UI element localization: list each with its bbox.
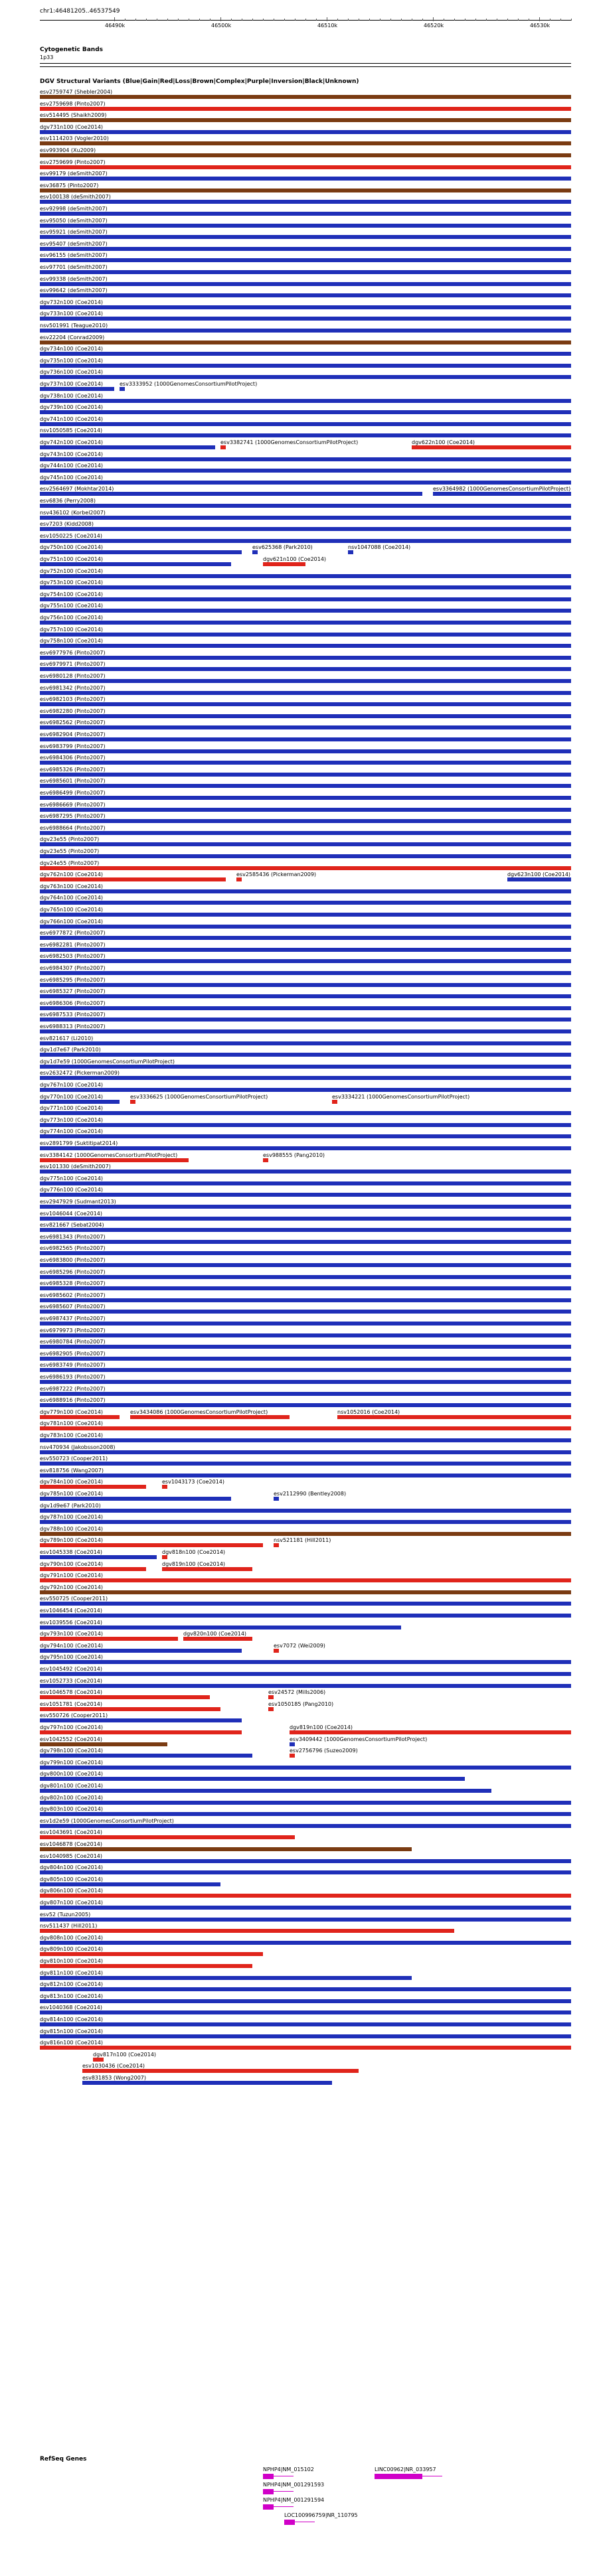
variant-label[interactable]: dgv807n100 (Coe2014) [40,1900,104,1906]
variant-label[interactable]: esv6980128 (Pinto2007) [40,673,106,679]
variant-label[interactable]: esv95921 (deSmith2007) [40,229,108,236]
variant-label[interactable]: esv1050225 (Coe2014) [40,532,102,539]
variant-label[interactable]: dgv622n100 (Coe2014) [412,439,475,445]
variant-label[interactable]: esv6986306 (Pinto2007) [40,1000,106,1006]
variant-label[interactable]: dgv743n100 (Coe2014) [40,451,104,457]
variant-label[interactable]: dgv734n100 (Coe2014) [40,346,104,352]
gene-exon[interactable] [284,2520,295,2525]
variant-label[interactable]: nsv501991 (Teague2010) [40,323,108,329]
variant-label[interactable]: dgv731n100 (Coe2014) [40,123,104,130]
variant-label[interactable]: dgv757n100 (Coe2014) [40,626,104,633]
variant-label[interactable]: dgv771n100 (Coe2014) [40,1105,104,1112]
variant-label[interactable]: nsv470934 (Jakobsson2008) [40,1444,116,1450]
variant-label[interactable]: dgv623n100 (Coe2014) [507,871,571,878]
variant-label[interactable]: dgv806n100 (Coe2014) [40,1888,104,1894]
variant-label[interactable]: esv3333952 (1000GenomesConsortiumPilotProject) [120,381,258,387]
variant-label[interactable]: dgv797n100 (Coe2014) [40,1724,104,1730]
variant-label[interactable]: esv6985607 (Pinto2007) [40,1304,106,1310]
variant-label[interactable]: dgv785n100 (Coe2014) [40,1491,104,1497]
variant-label[interactable]: esv95407 (deSmith2007) [40,240,108,247]
variant-label[interactable]: esv1040368 (Coe2014) [40,2005,102,2011]
gene-label[interactable]: NPHP4|NM_001291594 [263,2497,325,2503]
variant-label[interactable]: nsv521181 (Hill2011) [274,1537,331,1544]
variant-label[interactable]: esv1051781 (Coe2014) [40,1701,102,1707]
variant-label[interactable]: esv6982562 (Pinto2007) [40,720,106,726]
variant-label[interactable]: dgv745n100 (Coe2014) [40,474,104,481]
variant-label[interactable]: dgv811n100 (Coe2014) [40,1969,104,1976]
variant-label[interactable]: esv6982565 (Pinto2007) [40,1245,106,1252]
variant-label[interactable]: esv6988916 (Pinto2007) [40,1397,106,1404]
position-title: chr1:46481205..46537549 [40,8,120,15]
variant-label[interactable]: nsv1050585 (Coe2014) [40,427,103,434]
variant-label[interactable]: dgv819n100 (Coe2014) [162,1560,226,1567]
variant-label[interactable]: esv6985296 (Pinto2007) [40,1268,106,1275]
variant-label[interactable]: dgv774n100 (Coe2014) [40,1128,104,1135]
variant-label[interactable]: esv1d2e59 (1000GenomesConsortiumPilotProject) [40,1817,174,1824]
variant-label[interactable]: esv97701 (deSmith2007) [40,264,108,270]
variant-label[interactable]: esv99338 (deSmith2007) [40,275,108,282]
dgv-title: DGV Structural Variants (Blue|Gain|Red|Loss|Brown|Complex|Purple|Inversion|Black|Unknown) [40,78,359,85]
variant-label[interactable]: esv1114203 (Vogler2010) [40,135,109,142]
variant-label[interactable]: dgv816n100 (Coe2014) [40,2040,104,2046]
variant-label[interactable]: esv6987533 (Pinto2007) [40,1012,106,1018]
variant-label[interactable]: esv514495 (Shaikh2009) [40,112,107,119]
variant-label[interactable]: esv3364982 (1000GenomesConsortiumPilotProject) [433,486,571,492]
variant-label[interactable]: esv988555 (Pang2010) [263,1152,325,1158]
variant-label[interactable]: dgv773n100 (Coe2014) [40,1116,104,1123]
variant-label[interactable]: dgv820n100 (Coe2014) [183,1631,247,1637]
variant-label[interactable]: dgv790n100 (Coe2014) [40,1560,104,1567]
variant-label[interactable]: dgv744n100 (Coe2014) [40,463,104,469]
variant-label[interactable]: dgv794n100 (Coe2014) [40,1642,104,1649]
variant-label[interactable]: dgv791n100 (Coe2014) [40,1572,104,1579]
variant-label[interactable]: esv6982280 (Pinto2007) [40,708,106,714]
ruler-tick-label: 46510k [317,23,338,29]
variant-label[interactable]: esv3334221 (1000GenomesConsortiumPilotProject) [332,1093,470,1100]
variant-label[interactable]: esv1030436 (Coe2014) [82,2063,145,2070]
variant-label[interactable]: esv22204 (Conrad2009) [40,334,105,341]
variant-label[interactable]: dgv742n100 (Coe2014) [40,439,104,445]
variant-label[interactable]: esv6836 (Perry2008) [40,498,96,504]
variant-label[interactable]: dgv783n100 (Coe2014) [40,1432,104,1438]
variant-label[interactable]: esv550726 (Cooper2011) [40,1712,108,1719]
variant-label[interactable]: esv6982904 (Pinto2007) [40,731,106,737]
variant-label[interactable]: esv6981343 (Pinto2007) [40,1233,106,1240]
variant-label[interactable]: dgv1d9e67 (Park2010) [40,1502,101,1509]
variant-label[interactable]: dgv24e55 (Pinto2007) [40,860,100,866]
variant-label[interactable]: dgv817n100 (Coe2014) [93,2051,157,2058]
variant-label[interactable]: esv95050 (deSmith2007) [40,217,108,224]
variant-label[interactable]: esv6983799 (Pinto2007) [40,743,106,749]
cytogenetic-title: Cytogenetic Bands [40,46,104,53]
variant-label[interactable]: esv1043173 (Coe2014) [162,1479,224,1485]
variant-label[interactable]: esv36875 (Pinto2007) [40,182,99,189]
variant-label[interactable]: esv1039556 (Coe2014) [40,1619,102,1626]
variant-label[interactable]: esv6985327 (Pinto2007) [40,988,106,995]
gene-exon[interactable] [263,2489,274,2494]
variant-label[interactable]: dgv766n100 (Coe2014) [40,918,104,925]
variant-label[interactable]: dgv23e55 (Pinto2007) [40,836,100,843]
variant-label[interactable]: dgv800n100 (Coe2014) [40,1771,104,1778]
variant-label[interactable]: esv6986669 (Pinto2007) [40,801,106,808]
variant-label[interactable]: esv7203 (Kidd2008) [40,521,94,528]
variant-label[interactable]: esv6977976 (Pinto2007) [40,649,106,656]
variant-label[interactable]: dgv808n100 (Coe2014) [40,1934,104,1941]
variant-label[interactable]: dgv813n100 (Coe2014) [40,1993,104,1999]
variant-label[interactable]: esv1046454 (Coe2014) [40,1608,102,1614]
variant-label[interactable]: dgv804n100 (Coe2014) [40,1864,104,1871]
variant-label[interactable]: esv1040985 (Coe2014) [40,1853,102,1859]
variant-label[interactable]: esv6983800 (Pinto2007) [40,1257,106,1263]
variant-label[interactable]: dgv818n100 (Coe2014) [162,1549,226,1555]
variant-label[interactable]: esv24572 (Mills2006) [268,1689,326,1696]
variant-label[interactable]: esv100138 (deSmith2007) [40,194,111,200]
variant-label[interactable]: esv52 (Tuzun2005) [40,1911,91,1918]
variant-label[interactable]: dgv737n100 (Coe2014) [40,381,104,387]
variant-label[interactable]: esv92998 (deSmith2007) [40,206,108,212]
variant-label[interactable]: esv818756 (Wang2007) [40,1467,104,1474]
variant-label[interactable]: dgv784n100 (Coe2014) [40,1479,104,1485]
variant-label[interactable]: esv2759698 (Pinto2007) [40,100,106,107]
variant-label[interactable]: dgv802n100 (Coe2014) [40,1794,104,1801]
variant-label[interactable]: dgv805n100 (Coe2014) [40,1876,104,1882]
variant-label[interactable]: dgv767n100 (Coe2014) [40,1082,104,1088]
gene-label[interactable]: NPHP4|NM_001291593 [263,2482,325,2488]
variant-label[interactable]: esv1046578 (Coe2014) [40,1689,102,1696]
variant-label[interactable]: esv3409442 (1000GenomesConsortiumPilotProject) [290,1736,428,1742]
variant-label[interactable]: esv101330 (deSmith2007) [40,1164,111,1170]
variant-label[interactable]: esv1046878 (Coe2014) [40,1841,102,1847]
variant-label[interactable]: dgv738n100 (Coe2014) [40,392,104,399]
variant-label[interactable]: esv2564697 (Mokhtar2014) [40,486,114,492]
ruler-tick-label: 46500k [211,23,232,29]
variant-label[interactable]: esv6986193 (Pinto2007) [40,1374,106,1380]
variant-label[interactable]: esv3336625 (1000GenomesConsortiumPilotProject) [130,1093,268,1100]
variant-label[interactable]: dgv793n100 (Coe2014) [40,1631,104,1637]
variant-label[interactable]: esv6985326 (Pinto2007) [40,766,106,773]
variant-label[interactable]: esv2632472 (Pickerman2009) [40,1070,120,1077]
variant-label[interactable]: dgv798n100 (Coe2014) [40,1748,104,1754]
variant-label[interactable]: esv1046044 (Coe2014) [40,1210,102,1217]
variant-label[interactable]: dgv819n100 (Coe2014) [290,1724,353,1730]
variant-label[interactable]: esv2891799 (Suktitipat2014) [40,1140,118,1146]
variant-label[interactable]: dgv1d7e59 (1000GenomesConsortiumPilotProject) [40,1058,175,1065]
variant-label[interactable]: esv6983749 (Pinto2007) [40,1362,106,1369]
variant-label[interactable]: dgv803n100 (Coe2014) [40,1806,104,1813]
variant-label[interactable]: esv2759747 (Shebler2004) [40,89,113,95]
variant-label[interactable]: esv1045492 (Coe2014) [40,1666,102,1672]
variant-label[interactable]: esv99179 (deSmith2007) [40,171,108,177]
variant-label[interactable]: esv6987295 (Pinto2007) [40,813,106,820]
variant-label[interactable]: dgv750n100 (Coe2014) [40,544,104,551]
variant-label[interactable]: esv2756796 (Suzeo2009) [290,1748,358,1754]
variant-label[interactable]: esv1045338 (Coe2014) [40,1549,102,1555]
variant-label[interactable]: nsv511437 (Hill2011) [40,1923,98,1930]
variant-label[interactable]: dgv795n100 (Coe2014) [40,1654,104,1661]
variant-label[interactable]: dgv752n100 (Coe2014) [40,568,104,574]
variant-label[interactable]: dgv779n100 (Coe2014) [40,1408,104,1415]
variant-label[interactable]: esv831853 (Wong2007) [82,2075,146,2081]
variant-label[interactable]: esv96155 (deSmith2007) [40,252,108,259]
variant-label[interactable]: dgv751n100 (Coe2014) [40,556,104,562]
variant-label[interactable]: esv6977872 (Pinto2007) [40,930,106,937]
variant-label[interactable]: dgv812n100 (Coe2014) [40,1981,104,1988]
refseq-title: RefSeq Genes [40,2456,87,2462]
variant-label[interactable]: dgv809n100 (Coe2014) [40,1946,104,1953]
variant-label[interactable]: dgv732n100 (Coe2014) [40,299,104,305]
variant-label[interactable]: esv625368 (Park2010) [252,544,313,551]
variant-label[interactable]: esv2112990 (Bentley2008) [274,1491,347,1497]
variant-label[interactable]: esv1042552 (Coe2014) [40,1736,102,1742]
variant-label[interactable]: esv821667 (Sebat2004) [40,1222,104,1229]
variant-label[interactable]: esv6982905 (Pinto2007) [40,1350,106,1357]
variant-label[interactable]: esv6979973 (Pinto2007) [40,1327,106,1333]
variant-label[interactable]: esv6985601 (Pinto2007) [40,778,106,785]
variant-label[interactable]: dgv792n100 (Coe2014) [40,1584,104,1590]
variant-label[interactable]: esv550725 (Cooper2011) [40,1596,108,1602]
variant-label[interactable]: esv6987437 (Pinto2007) [40,1316,106,1322]
variant-label[interactable]: dgv810n100 (Coe2014) [40,1958,104,1964]
variant-label[interactable]: esv2947929 (Sudmant2013) [40,1199,116,1205]
cytoband-label: 1p33 [40,54,54,60]
variant-label[interactable]: esv6980784 (Pinto2007) [40,1339,106,1345]
variant-label[interactable]: dgv815n100 (Coe2014) [40,2028,104,2034]
variant-label[interactable]: nsv1052016 (Coe2014) [337,1408,400,1415]
gene-label[interactable]: NPHP4|NM_015102 [263,2466,314,2472]
variant-label[interactable]: dgv1d7e67 (Park2010) [40,1047,101,1053]
variant-label[interactable]: nsv1047088 (Coe2014) [348,544,411,551]
variant-label[interactable]: dgv741n100 (Coe2014) [40,416,104,422]
variant-label[interactable]: dgv764n100 (Coe2014) [40,895,104,901]
variant-label[interactable]: esv6982281 (Pinto2007) [40,941,106,948]
variant-label[interactable]: esv3384142 (1000GenomesConsortiumPilotProject) [40,1152,178,1158]
variant-label[interactable]: nsv436102 (Korbel2007) [40,509,106,516]
variant-label[interactable]: esv1052733 (Coe2014) [40,1677,102,1684]
variant-label[interactable]: esv99642 (deSmith2007) [40,287,108,294]
variant-label[interactable]: dgv787n100 (Coe2014) [40,1514,104,1521]
variant-label[interactable]: dgv781n100 (Coe2014) [40,1420,104,1427]
gene-label[interactable]: LINC00962|NR_033957 [375,2466,436,2472]
variant-label[interactable]: dgv770n100 (Coe2014) [40,1093,104,1100]
variant-label[interactable]: esv6981342 (Pinto2007) [40,684,106,691]
variant-label[interactable]: esv821617 (Li2010) [40,1035,94,1041]
variant-label[interactable]: esv2585436 (Pickerman2009) [236,871,317,878]
ruler-tick-label: 46490k [105,23,126,29]
gene-label[interactable]: LOC100996759|NR_110795 [284,2512,358,2518]
variant-label[interactable]: dgv736n100 (Coe2014) [40,369,104,376]
variant-label[interactable]: esv6982503 (Pinto2007) [40,953,106,960]
variant-label[interactable]: dgv814n100 (Coe2014) [40,2016,104,2022]
variant-label[interactable]: dgv788n100 (Coe2014) [40,1525,104,1532]
variant-label[interactable]: esv6982103 (Pinto2007) [40,696,106,703]
variant-label[interactable]: esv3434086 (1000GenomesConsortiumPilotProject) [130,1408,268,1415]
variant-label[interactable]: esv2759699 (Pinto2007) [40,159,106,165]
variant-label[interactable]: esv1043691 (Coe2014) [40,1829,102,1836]
variant-label[interactable]: dgv756n100 (Coe2014) [40,615,104,621]
variant-label[interactable]: dgv799n100 (Coe2014) [40,1759,104,1766]
variant-label[interactable]: esv6988664 (Pinto2007) [40,824,106,831]
variant-label[interactable]: dgv621n100 (Coe2014) [263,556,327,562]
variant-label[interactable]: esv550723 (Cooper2011) [40,1456,108,1462]
gene-exon[interactable] [263,2504,274,2510]
variant-label[interactable]: esv7072 (Wei2009) [274,1642,325,1649]
variant-label[interactable]: dgv739n100 (Coe2014) [40,404,104,411]
variant-label[interactable]: dgv758n100 (Coe2014) [40,638,104,644]
variant-label[interactable]: dgv762n100 (Coe2014) [40,871,104,878]
variant-label[interactable]: esv6985602 (Pinto2007) [40,1292,106,1298]
variant-label[interactable]: esv1050185 (Pang2010) [268,1701,334,1707]
variant-label[interactable]: dgv733n100 (Coe2014) [40,311,104,317]
ruler-tick-label: 46530k [530,23,550,29]
variant-label[interactable]: esv6984307 (Pinto2007) [40,965,106,971]
variant-label[interactable]: dgv765n100 (Coe2014) [40,907,104,913]
gene-exon[interactable] [263,2474,274,2479]
variant-label[interactable]: esv3382741 (1000GenomesConsortiumPilotProject) [220,439,359,445]
variant-label[interactable]: dgv754n100 (Coe2014) [40,591,104,597]
variant-label[interactable]: dgv753n100 (Coe2014) [40,579,104,586]
variant-label[interactable]: esv993904 (Xu2009) [40,147,96,153]
variant-label[interactable]: esv6988313 (Pinto2007) [40,1023,106,1029]
variant-label[interactable]: esv6985295 (Pinto2007) [40,976,106,983]
variant-label[interactable]: dgv776n100 (Coe2014) [40,1187,104,1193]
variant-label[interactable]: dgv775n100 (Coe2014) [40,1175,104,1181]
variant-label[interactable]: dgv789n100 (Coe2014) [40,1537,104,1544]
variant-label[interactable]: dgv755n100 (Coe2014) [40,603,104,609]
variant-label[interactable]: dgv23e55 (Pinto2007) [40,848,100,854]
variant-label[interactable]: esv6985328 (Pinto2007) [40,1280,106,1287]
variant-label[interactable]: esv6987222 (Pinto2007) [40,1385,106,1392]
variant-label[interactable]: esv6986499 (Pinto2007) [40,790,106,796]
variant-label[interactable]: dgv735n100 (Coe2014) [40,357,104,364]
variant-label[interactable]: esv6984306 (Pinto2007) [40,755,106,761]
variant-label[interactable]: dgv763n100 (Coe2014) [40,883,104,889]
gene-exon[interactable] [375,2474,422,2479]
variant-label[interactable]: esv6979971 (Pinto2007) [40,661,106,668]
ruler-tick-label: 46520k [424,23,444,29]
variant-label[interactable]: dgv801n100 (Coe2014) [40,1783,104,1789]
